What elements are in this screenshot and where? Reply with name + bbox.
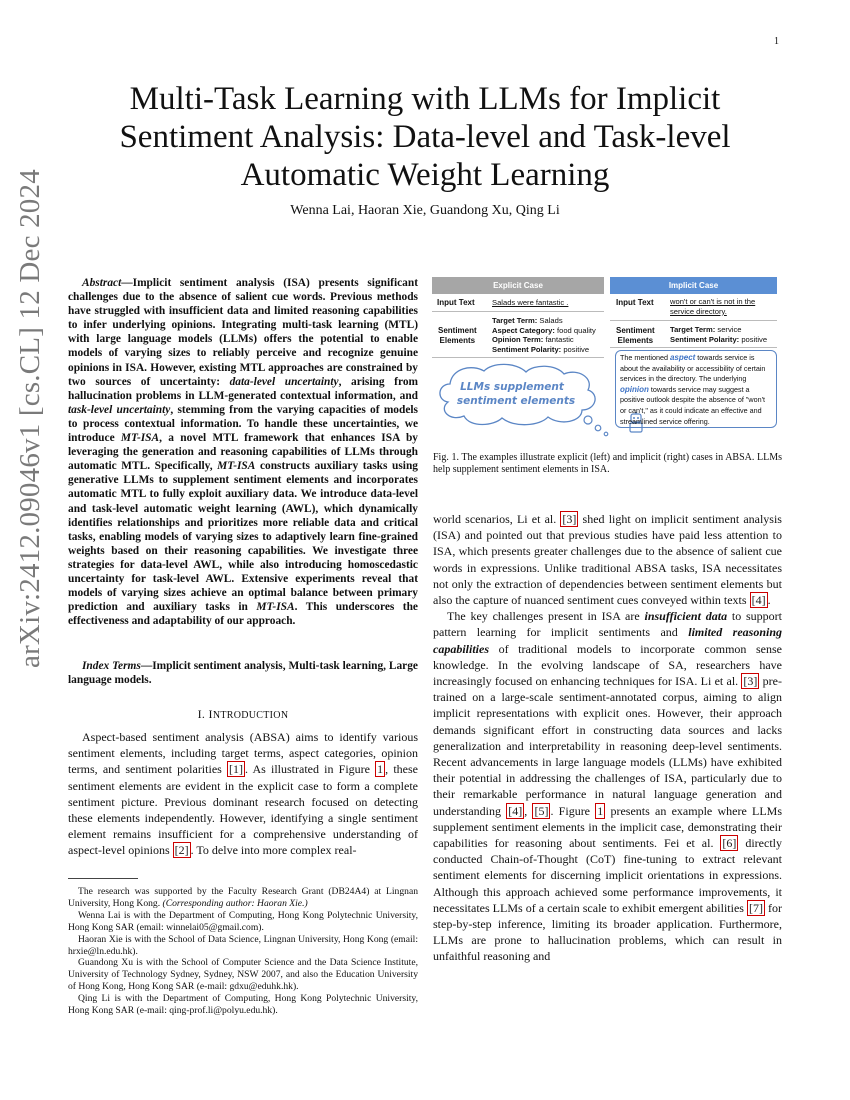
sentiment-elements-label (616, 326, 655, 346)
abstract-text: Implicit sentiment analysis (ISA) presents significant challenges due to the absence of salient cue words. Previous methods have struggled with insufficient data and limited reasoning capabilities to infer underlying opinions. Integrating multi-task learning (MTL) with large language models (LLMs) offers the potential to enable models of varying sizes to reliably perceive and recognize genuine opinions in ISA. However, existing MTL approaches are constrained by two sources of uncertainty: (68, 277, 418, 388)
footnote-text: The research was supported by the Faculty Research Grant (DB24A4) at Lingnan University, Hong Kong. (68, 886, 418, 909)
body-text: . (767, 593, 771, 608)
abstract-emph: MT-ISA (217, 460, 256, 473)
callout-keyword: aspect (669, 353, 696, 362)
body-text: . As illustrated in Figure (244, 762, 376, 777)
implicit-input (670, 297, 778, 316)
figure-link[interactable] (595, 803, 605, 819)
bubble-line-2: sentiment elements (456, 395, 576, 407)
paper-title: Multi-Task Learning with LLMs for Implicit Sentiment Analysis: Data-level and Task-level Automatic Weight Learning (119, 81, 731, 193)
citation-link[interactable] (227, 761, 245, 777)
index-terms-dash: — (140, 660, 153, 672)
citation-label: [2] (174, 843, 189, 858)
body-text: , these sentiment elements are evident in the explicit case to form a complete sentiment picture. Previous dominant research focused on detecting these elements independently. However, identifying a single sentiment element remains insufficient for a comprehensive understanding of aspect-level opinions (68, 762, 418, 858)
abstract-label: Abstract (82, 277, 122, 289)
element-value: positive (739, 334, 768, 344)
footnote-author: Qing Li is with the Department of Computing, Hong Kong Polytechnic University, Hong Kong SAR (e-mail: qing-prof.li@polyu.edu.hk). (68, 993, 418, 1017)
footnote-rule (68, 878, 138, 879)
emphasis: insufficient data (644, 609, 728, 624)
body-text: shed light on implicit sentiment analysis (ISA) and pointed out that previous studies have paid less attention to ISA, which presents greater challenges due to the absence of salient cue words in expressions. Unlike traditional ABSA tasks, ISA necessitates not only the extraction of dependencies between sentiment elements but also the capture of nuanced sentiment cues conveyed within texts (433, 512, 782, 608)
element-key: Target Term: (670, 325, 716, 334)
body-text: to support pattern learning for implicit sentiments and (433, 609, 782, 640)
explicit-case-header: Explicit Case (432, 277, 604, 294)
callout-text: The underlying (698, 374, 747, 384)
body-text: world scenarios, Li et al. (433, 512, 561, 526)
abstract-emph: data-level uncertainty (229, 375, 339, 388)
footnotes (68, 886, 418, 1017)
page-number: 1 (774, 36, 779, 47)
citation-link[interactable] (750, 592, 768, 608)
index-terms-label: Index Terms (82, 660, 141, 672)
citation-link[interactable] (560, 511, 578, 527)
citation-label: [5] (534, 803, 549, 818)
author-list: Wenna Lai, Haoran Xie, Guandong Xu, Qing Li (290, 203, 560, 218)
citation-link[interactable] (173, 842, 191, 858)
element-value: positive (561, 344, 590, 354)
section-rest: NTRODUCTION (212, 710, 289, 721)
figure-ref-label: 1 (597, 803, 604, 818)
element-value: Salads (537, 316, 563, 325)
body-text: directly conducted Chain-of-Thought (CoT) fine-tuning to extract relevant sentiment elements for discerning implicit orientations in expressions. Although this approach achieved some performance improvements, it necessitates LLMs of a certain scale to exhibit emergent abilities (433, 836, 782, 915)
body-text: . Figure (550, 803, 596, 818)
label-line: Elements (439, 336, 476, 345)
thought-bubble-icon (432, 362, 617, 442)
caption-text: The examples illustrate explicit (left) and implicit (right) cases in ABSA. LLMs help supplement sentiment elements in ISA. (433, 452, 782, 476)
arxiv-stamp[interactable]: arXiv:2412.09046v1 [cs.CL] 12 Dec 2024 (14, 169, 46, 668)
element-value: fantastic (543, 335, 574, 345)
figure-caption (433, 452, 782, 477)
callout-text: towards service is about the availability or accessibility of certain services in the directory. (620, 353, 766, 384)
callout-text: The mentioned (620, 353, 670, 362)
index-terms (68, 659, 418, 687)
caption-prefix: Fig. 1. (433, 452, 459, 463)
explicit-elements (492, 316, 596, 354)
citation-label: [6] (722, 836, 737, 851)
body-text: pre-trained on a large-scale sentiment-annotated corpus, aiming to align implicit representations with explicit ones. However, their approach demands significant effort in constructing data sources and lacks generalization and interpretability in reasoning deep-level sentiments. Recent advancements in large language models (LLMs) have exhibited their potential in addressing the challenges of ISA, particularly due to their remarkable performance in natural language generation and understanding (433, 674, 782, 818)
footnote-author: Wenna Lai is with the Department of Computing, Hong Kong Polytechnic University, Hong Kong SAR (email: winnelai05@gmail.com). (68, 909, 418, 933)
body-paragraph (433, 608, 782, 964)
abstract-emph: MT-ISA (256, 601, 295, 614)
bubble-line-1: LLMs supplement (460, 381, 564, 393)
abstract-dash: — (121, 277, 133, 289)
citation-label: [3] (743, 674, 758, 689)
body-text: of traditional models to incorporate common sense knowledge. In the evolving landscape of SA, researchers have increasingly focused on enhancing techniques for ISA. Li et al. (433, 641, 782, 689)
body-text: presents an example where LLMs supplement sentiment elements in the implicit case, demonstrating their capabilities for reasoning about sentiments. Fei et al. (433, 803, 782, 851)
label-line: Elements (617, 336, 654, 345)
intro-paragraph (68, 729, 418, 859)
abstract-text: , arising from hallucination problems in LLM-generated contextual information, and (68, 375, 418, 402)
element-key: Sentiment Polarity: (492, 344, 562, 354)
input-text-label: Input Text (437, 298, 475, 307)
element-key: Sentiment Polarity: (670, 334, 740, 344)
footnote-author: Haoran Xie is with the School of Data Science, Lingnan University, Hong Kong (email: hrxie@ln.edu.hk). (68, 933, 418, 957)
figure-link[interactable] (375, 761, 385, 777)
footnote-author: Guandong Xu is with the School of Computer Science and the Data Science Institute, University of Technology Sydney, Sydney, NSW 2007, and also the Education University of Hong Kong, Hong Kong SAR (e-mail: gdxu@eduhk.hk). (68, 957, 418, 993)
divider (610, 347, 777, 348)
explicit-input-text: Salads were fantastic . (492, 298, 569, 307)
abstract-text: , a novel MTL framework that enhances ISA by leveraging the generation and reasoning capabilities of LLMs through automatic MTL. Specifically, (68, 432, 418, 473)
section-heading (68, 707, 418, 722)
implicit-input-line: service directory. (670, 306, 727, 316)
figure-1 (432, 276, 782, 444)
citation-label: [7] (748, 900, 763, 915)
citation-link[interactable] (741, 673, 759, 689)
citation-label: [1] (228, 762, 243, 777)
body-text: The key challenges present in ISA are (447, 609, 645, 624)
section-first-letter: I (208, 707, 213, 721)
emphasis: limited reasoning capabilities (433, 625, 783, 656)
element-key: Aspect Category: (492, 325, 555, 335)
body-text: for step-by-step inference, limiting its broader application. Furthermore, LLMs are prone to hallucination problems, which can result in unfaithful reasoning and (433, 900, 782, 964)
explicit-input (492, 298, 568, 308)
footnote-emph: (Corresponding author: Haoran Xie.) (162, 897, 308, 909)
citation-label: [4] (508, 803, 523, 818)
callout-keyword: opinion (620, 384, 649, 394)
element-value: service (715, 325, 742, 334)
body-text: . To delve into more complex real- (190, 843, 357, 858)
sentiment-elements-label (438, 326, 477, 346)
abstract (68, 276, 418, 628)
section-numeral: I. (197, 707, 209, 721)
citation-link[interactable] (720, 835, 738, 851)
divider (610, 320, 777, 321)
implicit-input-line: won't or can't is not in the (670, 297, 756, 306)
abstract-emph: task-level uncertainty (68, 403, 171, 416)
callout-text: towards service may suggest a positive outlook despite the absence of "won't or can't," as it could indicate an effective and streamlined service offering. (620, 384, 765, 426)
label-line: Sentiment (616, 326, 655, 335)
element-key: Opinion Term: (492, 335, 544, 345)
element-key: Target Term: (492, 316, 538, 325)
figure-ref-label: 1 (377, 762, 384, 777)
citation-label: [3] (562, 512, 577, 526)
index-terms-text: Implicit sentiment analysis, Multi-task learning, Large language models. (68, 660, 418, 687)
divider (432, 357, 604, 358)
citation-label: [4] (751, 593, 766, 608)
llm-explanation-callout (615, 350, 777, 428)
abstract-text: . This underscores the effectiveness and adaptability of our approach. (68, 601, 418, 628)
abstract-text: , stemming from the varying capacities of models to process contextual information. To handle these uncertainties, we introduce (68, 403, 418, 445)
body-text: Aspect-based sentiment analysis (ABSA) aims to identify various sentiment elements, including target terms, aspect categories, opinion terms, and sentiment polarities (68, 730, 418, 777)
element-value: food quality (554, 325, 596, 335)
implicit-elements (670, 325, 767, 344)
label-line: Sentiment (438, 326, 477, 335)
citation-link[interactable] (747, 900, 765, 916)
abstract-emph: MT-ISA (120, 432, 160, 445)
body-text: , (524, 803, 533, 818)
implicit-case-header: Implicit Case (610, 277, 777, 294)
body-paragraph (433, 511, 782, 608)
footnote-funding (68, 886, 418, 910)
citation-link[interactable] (506, 803, 524, 819)
citation-link[interactable] (532, 803, 550, 819)
right-column-text (433, 511, 782, 965)
input-text-label: Input Text (616, 298, 654, 307)
abstract-text: constructs auxiliary tasks using generative LLMs to supplement sentiment elements and incorporates automatic MTL to fully exploit auxiliary data. We introduce data-level and task-level automatic weight learning (AWL), which dynamically identifies relationships and prioritizes more reliable data and critical tasks, enabling models of varying sizes to adaptively learn fine-grained weights based on their reasoning capabilities. We investigate three strategies for data-level AWL, while also introducing homoscedastic uncertainty for task-level AWL. Extensive experiments reveal that models of varying sizes achieve an optimal balance between primary prediction and auxiliary tasks in (68, 460, 418, 614)
divider (432, 311, 604, 312)
